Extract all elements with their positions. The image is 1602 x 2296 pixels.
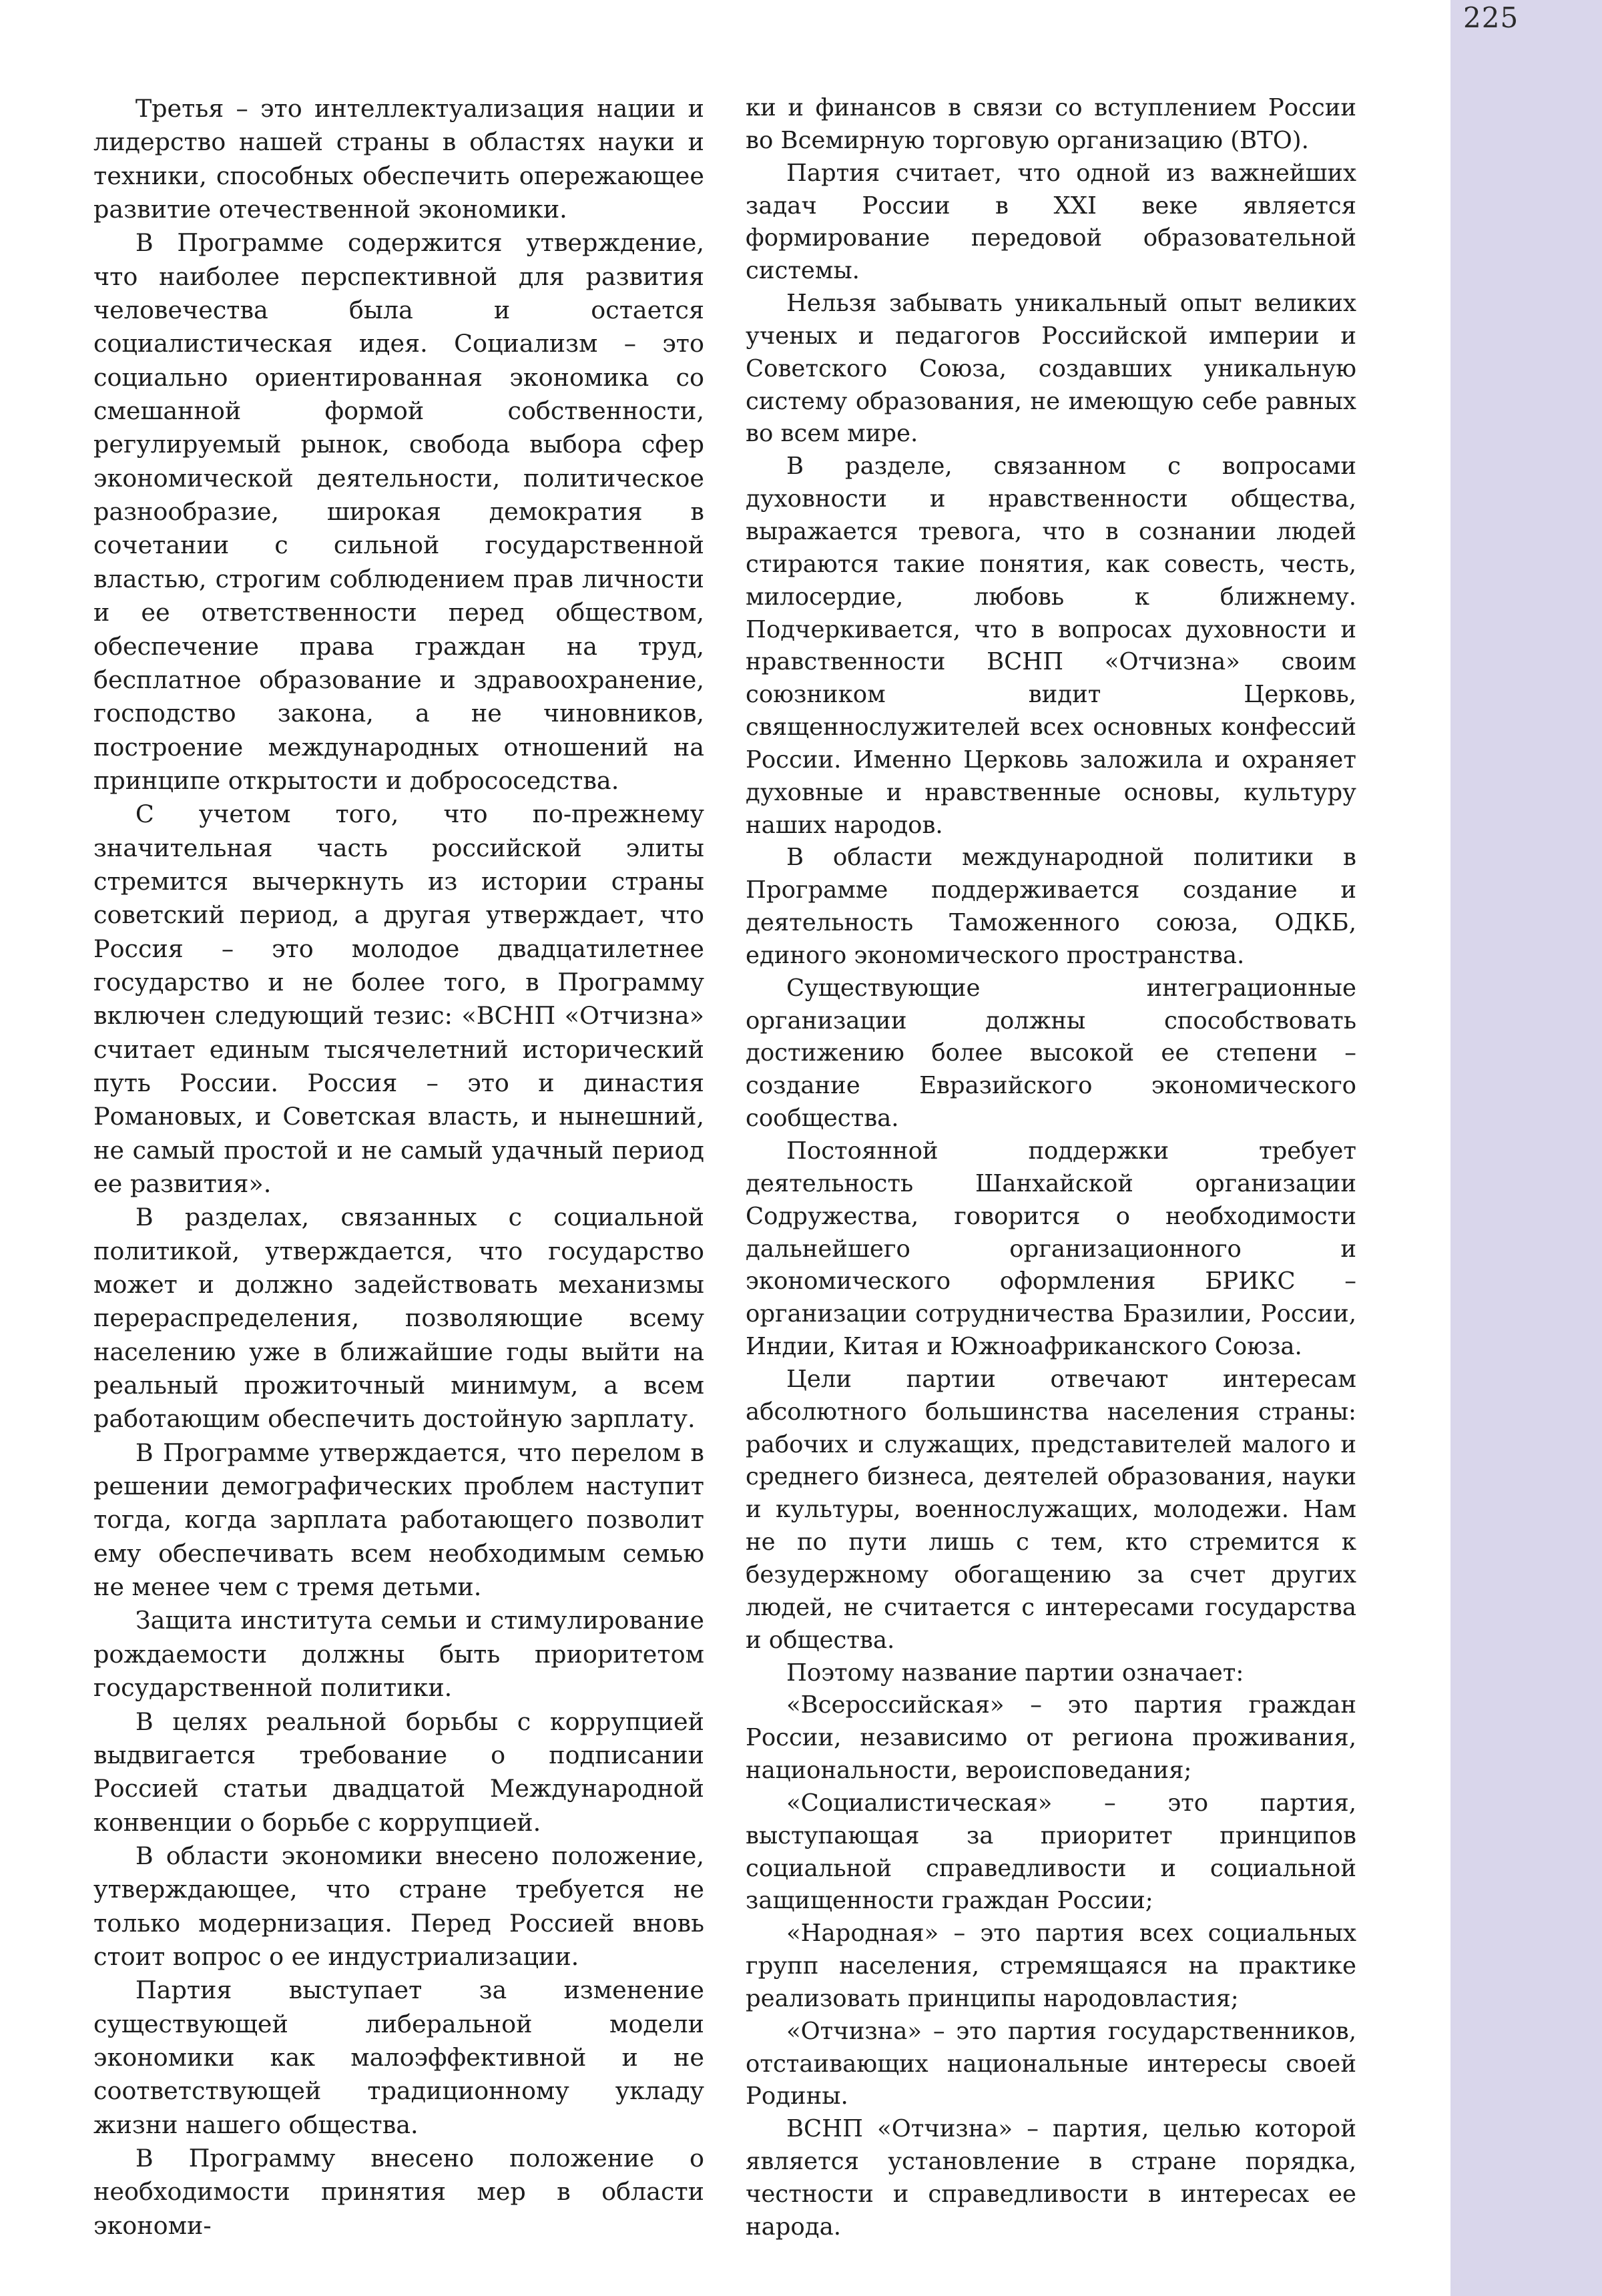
paragraph: Партия выступает за изменение существующей либеральной модели экономики как малоэффективной и не соответствующей традиционному укладу жизни нашего общества.	[93, 1976, 704, 2139]
paragraph: «Социалистическая» – это партия, выступающая за приоритет принципов социальной справедливости и социальной защищенности граждан России;	[746, 1789, 1356, 1915]
paragraph: Цели партии отвечают интересам абсолютного большинства населения страны: рабочих и служащих, представителей малого и среднего бизнеса, деятелей образования, науки и культуры, военнослужащих, молодежи. Нам не по пути лишь с тем, кто стремится к безудержному обогащению за счет других людей, не считается с интересами государства и общества.	[746, 1365, 1356, 1654]
paragraph-continuation: ки и финансов в связи со вступлением России во Всемирную торговую организацию (ВТО).	[746, 94, 1356, 154]
paragraph: С учетом того, что по-прежнему значительная часть российской элиты стремится вычеркнуть из истории страны советский период, а другая утверждает, что Россия – это молодое двадцатилетнее государство и не более того, в Программу включен следующий тезис: «ВСНП «Отчизна» считает единым тысячелетний исторический путь России. Россия – это и династия Романовых, и Советская власть, и нынешний, не самый простой и не самый удачный период ее развития».	[93, 800, 704, 1198]
paragraph: «Народная» – это партия всех социальных групп населения, стремящаяся на практике реализовать принципы народовластия;	[746, 1920, 1356, 2012]
paragraph: Защита института семьи и стимулирование рождаемости должны быть приоритетом государственной политики.	[93, 1606, 704, 1703]
paragraph: Нельзя забывать уникальный опыт великих ученых и педагогов Российской империи и Советского Союза, создавших уникальную систему образования, не имеющую себе равных во всем мире.	[746, 290, 1356, 448]
paragraph: Существующие интеграционные организации должны способствовать достижению более высокой ее степени – создание Евразийского экономического сообщества.	[746, 974, 1356, 1133]
paragraph: В Программу внесено положение о необходимости принятия мер в области экономи-	[93, 2143, 704, 2240]
page-number: 225	[1463, 1, 1519, 34]
paragraph: В разделах, связанных с социальной политикой, утверждается, что государство может и должно задействовать механизмы перераспределения, позволяющие всему населению уже в ближайшие годы выйти на реальный прожиточный минимум, а всем работающим обеспечить достойную зарплату.	[93, 1203, 704, 1434]
paragraph: Партия считает, что одной из важнейших задач России в XXI веке является формирование передовой образовательной системы.	[746, 159, 1356, 285]
paragraph: В области международной политики в Программе поддерживается создание и деятельность Таможенного союза, ОДКБ, единого экономического пространства.	[746, 844, 1356, 969]
paragraph: В Программе содержится утверждение, что наиболее перспективной для развития человечества была и остается социалистическая идея. Социализм – это социально ориентированная экономика со смешанной формой собственности, регулируемый рынок, свобода выбора сфер экономической деятельности, политическое разнообразие, широкая демократия в сочетании с сильной государственной властью, строгим соблюдением прав личности и ее ответственности перед обществом, обеспечение права граждан на труд, бесплатное образование и здравоохранение, господство закона, а не чиновников, построение международных отношений на принципе открытости и добрососедства.	[93, 228, 704, 795]
paragraph: Постоянной поддержки требует деятельность Шанхайской организации Содружества, говорится о необходимости дальнейшего организационного и экономического оформления БРИКС – организации сотрудничества Бразилии, России, Индии, Китая и Южноафриканского Союза.	[746, 1137, 1356, 1361]
paragraph: Поэтому название партии означает:	[786, 1659, 1244, 1687]
page-side-strip	[1450, 0, 1602, 2296]
paragraph: «Отчизна» – это партия государственников, отстаивающих национальные интересы своей Родины.	[746, 2017, 1356, 2110]
paragraph: В разделе, связанном с вопросами духовности и нравственности общества, выражается тревога, что в сознании людей стираются такие понятия, как совесть, честь, милосердие, любовь к ближнему. Подчеркивается, что в вопросах духовности и нравственности ВСНП «Отчизна» своим союзником видит Церковь, священнослужителей всех основных конфессий России. Именно Церковь заложила и охраняет духовные и нравственные основы, культуру наших народов.	[746, 453, 1356, 839]
text-column-left	[93, 92, 704, 2243]
paragraph: В Программе утверждается, что перелом в решении демографических проблем наступит тогда, когда зарплата работающего позволит ему обеспечивать всем необходимым семью не менее чем с тремя детьми.	[93, 1438, 704, 1602]
paragraph: В области экономики внесено положение, утверждающее, что стране требуется не только модернизация. Перед Россией вновь стоит вопрос о ее индустриализации.	[93, 1841, 704, 1971]
paragraph: В целях реальной борьбы с коррупцией выдвигается требование о подписании Россией статьи двадцатой Международной конвенции о борьбе с коррупцией.	[93, 1707, 704, 1837]
text-column-right	[746, 92, 1356, 2244]
paragraph: Третья – это интеллектуализация нации и лидерство нашей страны в областях науки и техники, способных обеспечить опережающее развитие отечественной экономики.	[93, 94, 704, 224]
paragraph: «Всероссийская» – это партия граждан России, независимо от региона проживания, национальности, вероисповедания;	[746, 1691, 1356, 1785]
paragraph: ВСНП «Отчизна» – партия, целью которой является установление в стране порядка, честности и справедливости в интересах ее народа.	[746, 2115, 1356, 2241]
